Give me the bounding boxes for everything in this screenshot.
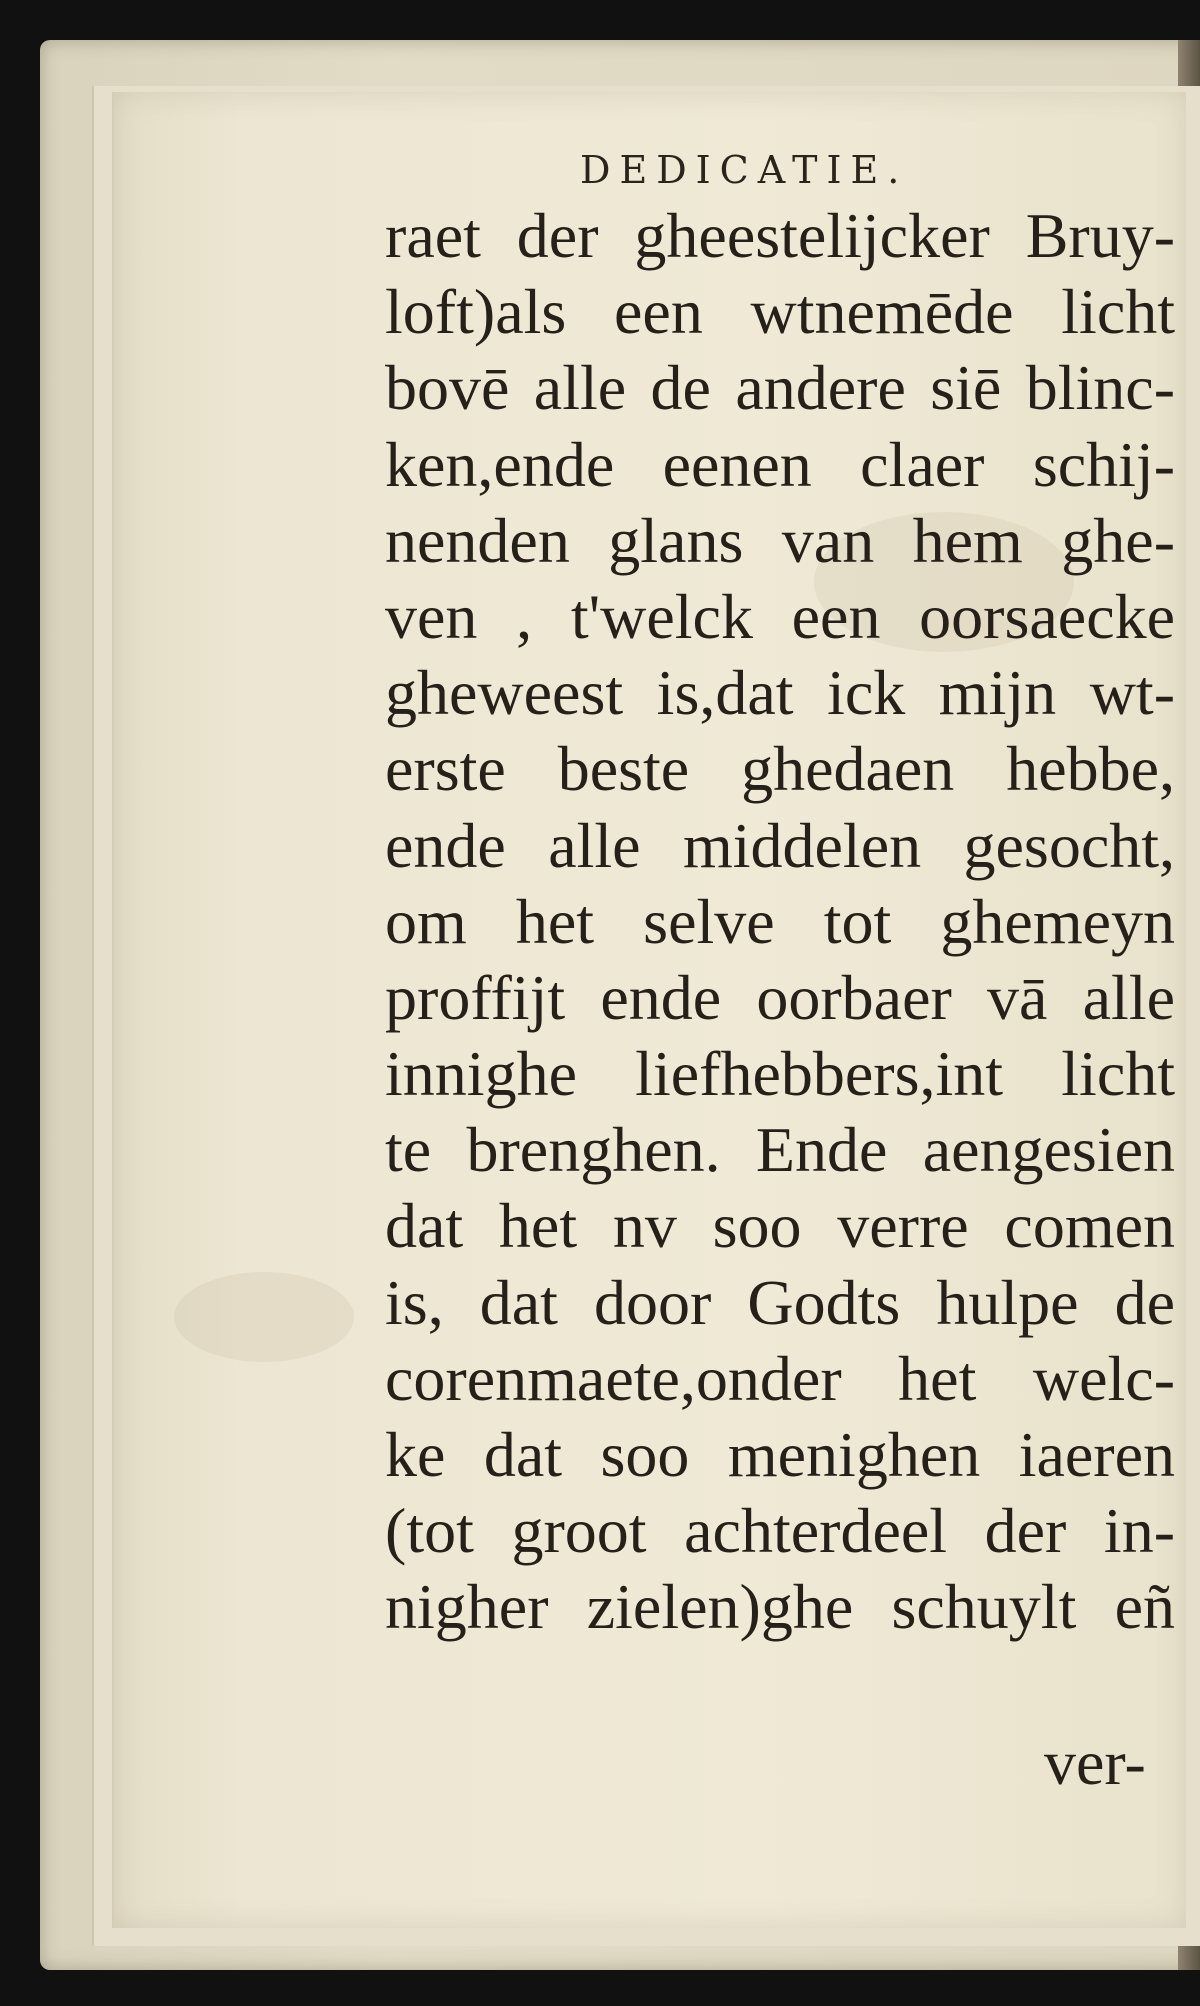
text-line: ke dat soo menighen iaeren — [385, 1419, 1175, 1490]
text-line: ven , t'welck een oorsaecke — [385, 580, 1175, 652]
text-line: gheweest is,dat ick mijn wt- — [385, 657, 1175, 729]
body-text — [385, 198, 1175, 1646]
paper-stain — [174, 1272, 354, 1362]
text-line: om het selve tot ghemeyn — [385, 885, 1175, 957]
text-line: ken,ende eenen claer schij- — [385, 428, 1175, 500]
text-line: loft)als een wtnemēde licht — [385, 276, 1175, 348]
catchword: ver- — [1044, 1727, 1146, 1798]
text-line: ende alle middelen gesocht, — [385, 809, 1175, 881]
text-line: bovē alle de andere siē blinc- — [385, 352, 1175, 424]
text-line: erste beste ghedaen hebbe, — [385, 733, 1175, 805]
text-line: corenmaete,onder het welc- — [385, 1342, 1175, 1414]
text-line: (tot groot achterdeel der in- — [385, 1495, 1175, 1567]
text-line: nigher zielen)ghe schuylt eñ — [385, 1571, 1175, 1643]
text-line: innighe liefhebbers,int licht — [385, 1038, 1175, 1110]
running-header: DEDICATIE. — [580, 148, 909, 192]
text-line: raet der gheestelijcker Bruy- — [385, 200, 1175, 271]
text-line: dat het nv soo verre comen — [385, 1190, 1175, 1262]
text-line: te brenghen. Ende aengesien — [385, 1114, 1175, 1186]
text-line: is, dat door Godts hulpe de — [385, 1266, 1175, 1338]
text-line: nenden glans van hem ghe- — [385, 504, 1175, 576]
text-line: proffijt ende oorbaer vā alle — [385, 961, 1175, 1033]
